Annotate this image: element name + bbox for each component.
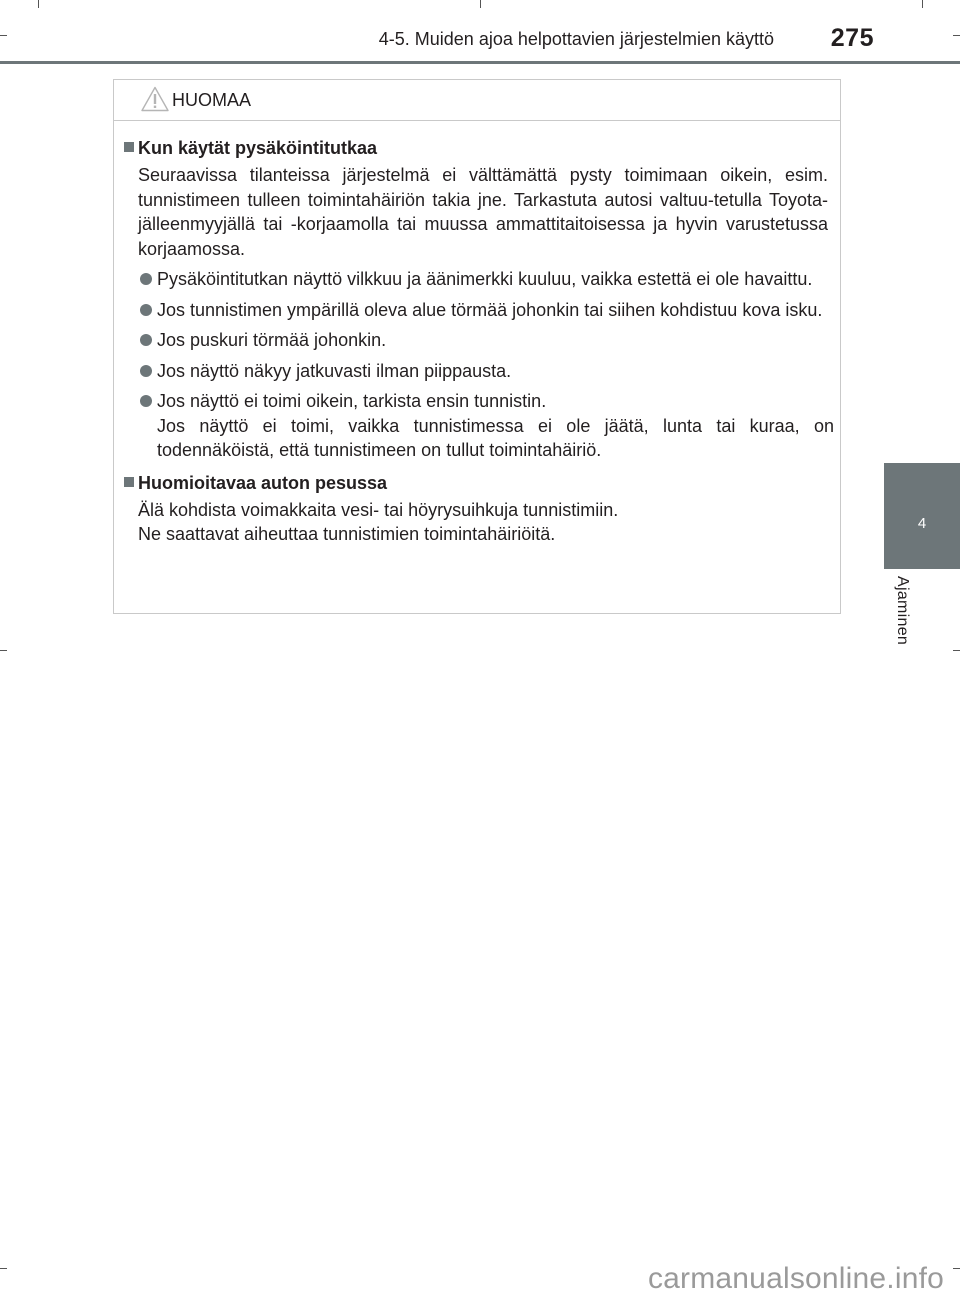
crop-mark <box>953 1268 960 1269</box>
round-bullet-icon <box>140 304 152 316</box>
list-item <box>114 328 834 353</box>
crop-mark <box>480 0 481 8</box>
crop-mark <box>922 0 923 8</box>
paragraph-line: Ne saattavat aiheuttaa tunnistimien toimintahäiriöitä. <box>138 524 556 544</box>
chapter-number: 4 <box>917 515 927 532</box>
round-bullet-icon <box>140 365 152 377</box>
list-item <box>114 359 834 384</box>
notice-header <box>114 80 840 121</box>
round-bullet-icon <box>140 395 152 407</box>
section-title <box>114 471 834 495</box>
list-item-text: Jos näyttö näkyy jatkuvasti ilman piippausta. <box>157 360 512 381</box>
square-bullet-icon <box>124 477 134 487</box>
page-number: 275 <box>830 24 874 52</box>
crop-mark <box>953 650 960 651</box>
chapter-label: Ajaminen <box>894 576 911 646</box>
list-item <box>114 389 834 463</box>
section-car-wash <box>114 471 834 547</box>
list-item <box>114 298 834 323</box>
round-bullet-icon <box>140 273 152 285</box>
chapter-tab <box>884 463 960 569</box>
notice-body <box>114 136 834 551</box>
watermark: carmanualsonline.info <box>647 1262 944 1295</box>
paragraph-line: Älä kohdista voimakkaita vesi- tai höyrysuihkuja tunnistimiin. <box>138 499 619 520</box>
section-title-text: Huomioitavaa auton pesussa <box>138 472 388 493</box>
crop-mark <box>38 0 39 8</box>
section-title-text: Kun käytät pysäköintitutkaa <box>138 138 378 158</box>
crop-mark <box>0 1268 7 1269</box>
section-paragraph <box>138 498 828 547</box>
crop-mark <box>953 35 960 36</box>
list-item-text: Jos näyttö ei toimi, vaikka tunnistimessa ei ole jäätä, lunta tai kuraa, on todennäköistä, että tunnistimeen on tullut toimintahäiriö. <box>157 415 834 460</box>
list-item <box>114 267 834 292</box>
list-item-text: Jos näyttö ei toimi oikein, tarkista ensin tunnistin. <box>157 391 547 411</box>
list-item-text: Jos puskuri törmää johonkin. <box>157 330 387 350</box>
section-paragraph: Seuraavissa tilanteissa järjestelmä ei välttämättä pysty toimimaan oikein, esim. tunnistimeen tulleen toimintahäiriön takia jne. Tarkastuta autosi valtuu-tetulla Toyota-jälleenmyyjällä tai -korjaamolla tai muussa ammattitaitoisessa ja hyvin varustetussa korjaamossa. <box>138 165 828 259</box>
notice-label: HUOMAA <box>172 90 252 110</box>
square-bullet-icon <box>124 142 134 152</box>
warning-icon <box>141 86 169 112</box>
running-header-title: 4-5. Muiden ajoa helpottavien järjestelmien käyttö <box>378 29 774 49</box>
notice-box <box>113 79 841 614</box>
round-bullet-icon <box>140 334 152 346</box>
section-title <box>114 136 834 160</box>
section-parking-sensor <box>114 136 834 463</box>
crop-mark <box>0 35 7 36</box>
crop-mark <box>0 650 7 651</box>
header-rule <box>0 61 960 64</box>
list-item-text: Pysäköintitutkan näyttö vilkkuu ja äänimerkki kuuluu, vaikka estettä ei ole havaittu. <box>157 269 813 289</box>
list-item-text: Jos tunnistimen ympärillä oleva alue törmää johonkin tai siihen kohdistuu kova isku. <box>157 299 823 320</box>
